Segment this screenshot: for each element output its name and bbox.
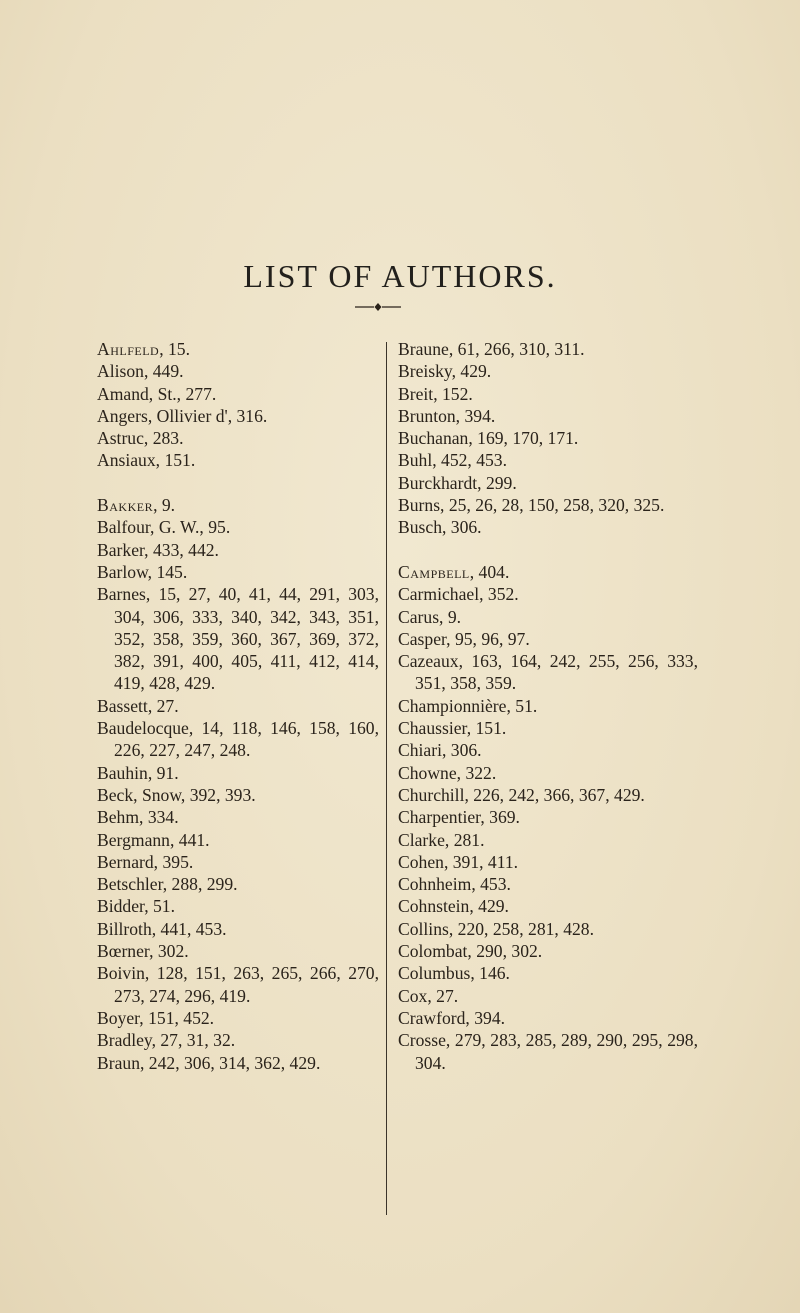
author-entry: Astruc, 283. <box>97 428 184 449</box>
author-entry: Angers, Ollivier d', 316. <box>97 405 268 426</box>
author-entry: Busch, 306. <box>398 517 482 538</box>
ornament-divider-icon <box>355 300 401 314</box>
author-entry: Cazeaux, 163, 164, 242, 255, 256, 333, 351, 358, 359. <box>398 651 698 694</box>
author-column-left <box>97 338 379 1074</box>
author-entry: Chaussier, 151. <box>398 718 507 739</box>
author-entry: Cohnheim, 453. <box>398 874 511 895</box>
author-entry: Bauhin, 91. <box>97 762 179 783</box>
author-entry: Braun, 242, 306, 314, 362, 429. <box>97 1052 321 1073</box>
author-entry: Bergmann, 441. <box>97 829 210 850</box>
author-entry: Burckhardt, 299. <box>398 472 517 493</box>
author-entry: Bradley, 27, 31, 32. <box>97 1030 236 1051</box>
author-entry: Buhl, 452, 453. <box>398 450 507 471</box>
author-entry: Bœrner, 302. <box>97 941 189 962</box>
author-entry: Charpentier, 369. <box>398 807 520 828</box>
author-entry: Barnes, 15, 27, 40, 41, 44, 291, 303, 304, 306, 333, 340, 342, 343, 351, 352, 358, 359, 360, 367, 369, 372, 382, 391, 400, 405, 411, 412, 414, 419, 428, 429. <box>97 584 380 694</box>
letter-group-gap <box>97 472 379 494</box>
author-entry: Bakker, 9. <box>97 495 176 516</box>
author-entry: Braune, 61, 266, 310, 311. <box>398 339 585 359</box>
author-column-right <box>398 338 698 1074</box>
author-entry: Beck, Snow, 392, 393. <box>97 784 256 805</box>
author-entry: Campbell, 404. <box>398 561 510 582</box>
author-entry: Bassett, 27. <box>97 695 179 716</box>
author-entry: Chiari, 306. <box>398 740 482 761</box>
letter-group-gap <box>398 539 698 561</box>
column-divider <box>386 342 387 1215</box>
author-entry: Balfour, G. W., 95. <box>97 517 231 538</box>
author-entry: Burns, 25, 26, 28, 150, 258, 320, 325. <box>398 495 665 516</box>
author-entry: Colombat, 290, 302. <box>398 941 543 962</box>
author-entry: Boyer, 151, 452. <box>97 1007 215 1028</box>
author-entry: Crosse, 279, 283, 285, 289, 290, 295, 298, 304. <box>398 1030 698 1073</box>
author-entry: Buchanan, 169, 170, 171. <box>398 428 579 449</box>
author-entry: Baudelocque, 14, 118, 146, 158, 160, 226, 227, 247, 248. <box>97 718 380 761</box>
author-entry: Cohen, 391, 411. <box>398 851 519 872</box>
author-entry: Amand, St., 277. <box>97 383 217 404</box>
page-title: LIST OF AUTHORS. <box>243 258 557 294</box>
author-entry: Carmichael, 352. <box>398 584 519 605</box>
author-entry: Casper, 95, 96, 97. <box>398 628 530 649</box>
author-entry: Churchill, 226, 242, 366, 367, 429. <box>398 784 645 805</box>
author-entry: Betschler, 288, 299. <box>97 874 238 895</box>
author-entry: Breit, 152. <box>398 383 473 404</box>
author-entry: Clarke, 281. <box>398 829 485 850</box>
author-entry: Bernard, 395. <box>97 851 194 872</box>
author-entry: Cohnstein, 429. <box>398 896 509 917</box>
author-entry: Brunton, 394. <box>398 405 496 426</box>
author-entry: Barlow, 145. <box>97 561 188 582</box>
author-entry: Bidder, 51. <box>97 896 175 917</box>
author-entry: Ahlfeld, 15. <box>97 339 190 359</box>
author-entry: Columbus, 146. <box>398 963 510 984</box>
author-entry: Crawford, 394. <box>398 1007 506 1028</box>
author-entry: Behm, 334. <box>97 807 179 828</box>
author-entry: Breisky, 429. <box>398 361 492 382</box>
author-entry: Cox, 27. <box>398 985 459 1006</box>
author-entry: Collins, 220, 258, 281, 428. <box>398 918 594 939</box>
author-entry: Boivin, 128, 151, 263, 265, 266, 270, 273, 274, 296, 419. <box>97 963 379 1006</box>
author-entry: Alison, 449. <box>97 361 184 382</box>
author-entry: Carus, 9. <box>398 606 462 627</box>
author-entry: Billroth, 441, 453. <box>97 918 227 939</box>
author-entry: Championnière, 51. <box>398 695 538 716</box>
author-entry: Barker, 433, 442. <box>97 539 219 560</box>
author-entry: Ansiaux, 151. <box>97 450 196 471</box>
author-entry: Chowne, 322. <box>398 762 497 783</box>
